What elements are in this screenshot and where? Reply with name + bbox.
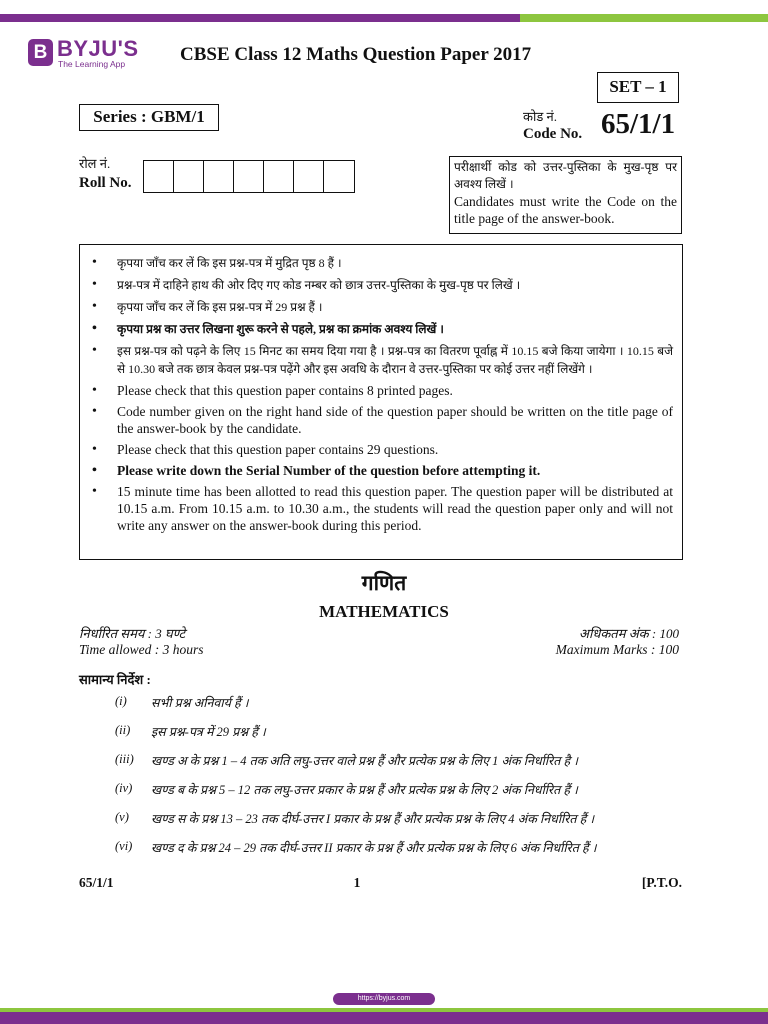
code-label-hindi: कोड नं. — [523, 109, 558, 124]
pto-label: [P.T.O. — [641, 875, 682, 890]
logo-mark-icon: B — [28, 39, 53, 66]
max-marks: Maximum Marks : 100 — [555, 642, 679, 657]
max-marks-hindi: अधिकतम अंक : 100 — [579, 626, 679, 641]
general-instructions-list — [115, 694, 685, 868]
instruction-number: (i) — [115, 694, 127, 708]
general-instruction-item — [115, 810, 685, 839]
top-bar-green — [520, 14, 768, 22]
instruction-number: (vi) — [115, 839, 133, 853]
byjus-logo — [28, 38, 148, 72]
subject-title: MATHEMATICS — [319, 602, 449, 621]
instructions-box — [79, 244, 683, 560]
website-link[interactable]: https://byjus.com — [333, 993, 435, 1005]
logo-name: BYJU'S — [57, 36, 139, 61]
logo-tagline: The Learning App — [58, 59, 126, 69]
instruction-item: • Code number given on the right hand side of the question paper should be written on the title page of the answer-book by the candidate. — [90, 403, 673, 437]
roll-box — [204, 161, 234, 192]
instruction-text: खण्ड स के प्रश्न 13 – 23 तक दीर्घ-उत्तर I प्रकार के प्रश्न हैं और प्रत्येक प्रश्न के लिए 4 अंक निर्धारित हैं । — [151, 812, 595, 826]
code-number: 65/1/1 — [601, 108, 676, 140]
instruction-item: • कृपया जाँच कर लें कि इस प्रश्न-पत्र में मुद्रित पृष्ठ 8 हैं । — [90, 254, 673, 272]
candidate-note-hindi: परीक्षार्थी कोड को उत्तर-पुस्तिका के मुख-पृष्ठ पर अवश्य लिखें । — [454, 160, 677, 191]
instruction-item: • इस प्रश्न-पत्र को पढ़ने के लिए 15 मिनट का समय दिया गया है । प्रश्न-पत्र का वितरण पूर्वाह्न में 10.15 बजे किया जायेगा । 10.15 बजे से 10.30 बजे तक छात्र केवल प्रश्न-पत्र पढ़ेंगे और इस अवधि के दौरान वे उत्तर-पुस्तिका पर कोई उत्तर नहीं लिखेंगे । — [90, 342, 673, 378]
roll-box — [234, 161, 264, 192]
time-allowed-hindi: निर्धारित समय : 3 घण्टे — [79, 626, 186, 641]
series-label: Series : GBM/1 — [79, 104, 219, 131]
general-instruction-item — [115, 723, 685, 752]
instruction-number: (iii) — [115, 752, 134, 766]
time-allowed: Time allowed : 3 hours — [79, 642, 204, 657]
general-instruction-item — [115, 752, 685, 781]
instruction-number: (v) — [115, 810, 129, 824]
instruction-item: • कृपया जाँच कर लें कि इस प्रश्न-पत्र में 29 प्रश्न हैं । — [90, 298, 673, 316]
bottom-brand-bar — [0, 1008, 768, 1024]
roll-box — [144, 161, 174, 192]
instruction-item: • कृपया प्रश्न का उत्तर लिखना शुरू करने से पहले, प्रश्न का क्रमांक अवश्य लिखें । — [90, 320, 673, 338]
page-title: CBSE Class 12 Maths Question Paper 2017 — [180, 44, 532, 65]
page-number: 1 — [353, 875, 361, 890]
roll-label: Roll No. — [79, 175, 132, 191]
candidate-note-box — [449, 156, 682, 234]
instruction-number: (iv) — [115, 781, 133, 795]
instruction-text: खण्ड ब के प्रश्न 5 – 12 तक लघु-उत्तर प्रकार के प्रश्न हैं और प्रत्येक प्रश्न के लिए 2 अंक निर्धारित हैं । — [151, 783, 578, 797]
instruction-item: • प्रश्न-पत्र में दाहिने हाथ की ओर दिए गए कोड नम्बर को छात्र उत्तर-पुस्तिका के मुख-पृष्ठ पर लिखें । — [90, 276, 673, 294]
instructions-list — [90, 254, 673, 534]
top-bar-purple — [0, 14, 520, 22]
instruction-item: • Please check that this question paper contains 29 questions. — [90, 441, 673, 458]
set-label: SET – 1 — [597, 72, 679, 103]
roll-box — [174, 161, 204, 192]
instruction-item: • Please check that this question paper contains 8 printed pages. — [90, 382, 673, 399]
instruction-text: सभी प्रश्न अनिवार्य हैं । — [151, 696, 249, 710]
roll-label-hindi: रोल नं. — [79, 156, 111, 171]
instruction-text: खण्ड द के प्रश्न 24 – 29 तक दीर्घ-उत्तर II प्रकार के प्रश्न हैं और प्रत्येक प्रश्न के लिए 6 अंक निर्धारित हैं । — [151, 841, 597, 855]
candidate-note: Candidates must write the Code on the title page of the answer-book. — [454, 194, 677, 226]
instruction-item: • 15 minute time has been allotted to read this question paper. The question paper will be distributed at 10.15 a.m. From 10.15 a.m. to 10.30 a.m., the students will read the question paper only and will not write any answer on the answer-book during this period. — [90, 483, 673, 534]
general-instruction-item — [115, 839, 685, 868]
roll-box — [324, 161, 354, 192]
roll-box — [294, 161, 324, 192]
bottom-bar-purple — [0, 1012, 768, 1024]
roll-number-grid — [143, 160, 355, 193]
general-instruction-item — [115, 694, 685, 723]
instruction-number: (ii) — [115, 723, 131, 737]
instruction-item: • Please write down the Serial Number of the question before attempting it. — [90, 462, 673, 479]
general-instructions-heading: सामान्य निर्देश : — [79, 672, 151, 687]
subject-title-hindi: गणित — [361, 571, 407, 595]
code-label: Code No. — [523, 126, 583, 142]
general-instruction-item — [115, 781, 685, 810]
roll-box — [264, 161, 294, 192]
top-brand-bar — [0, 0, 768, 22]
instruction-text: खण्ड अ के प्रश्न 1 – 4 तक अति लघु-उत्तर वाले प्रश्न हैं और प्रत्येक प्रश्न के लिए 1 अंक निर्धारित है । — [151, 754, 578, 768]
footer-code: 65/1/1 — [79, 875, 114, 890]
instruction-text: इस प्रश्न-पत्र में 29 प्रश्न हैं । — [151, 725, 266, 739]
